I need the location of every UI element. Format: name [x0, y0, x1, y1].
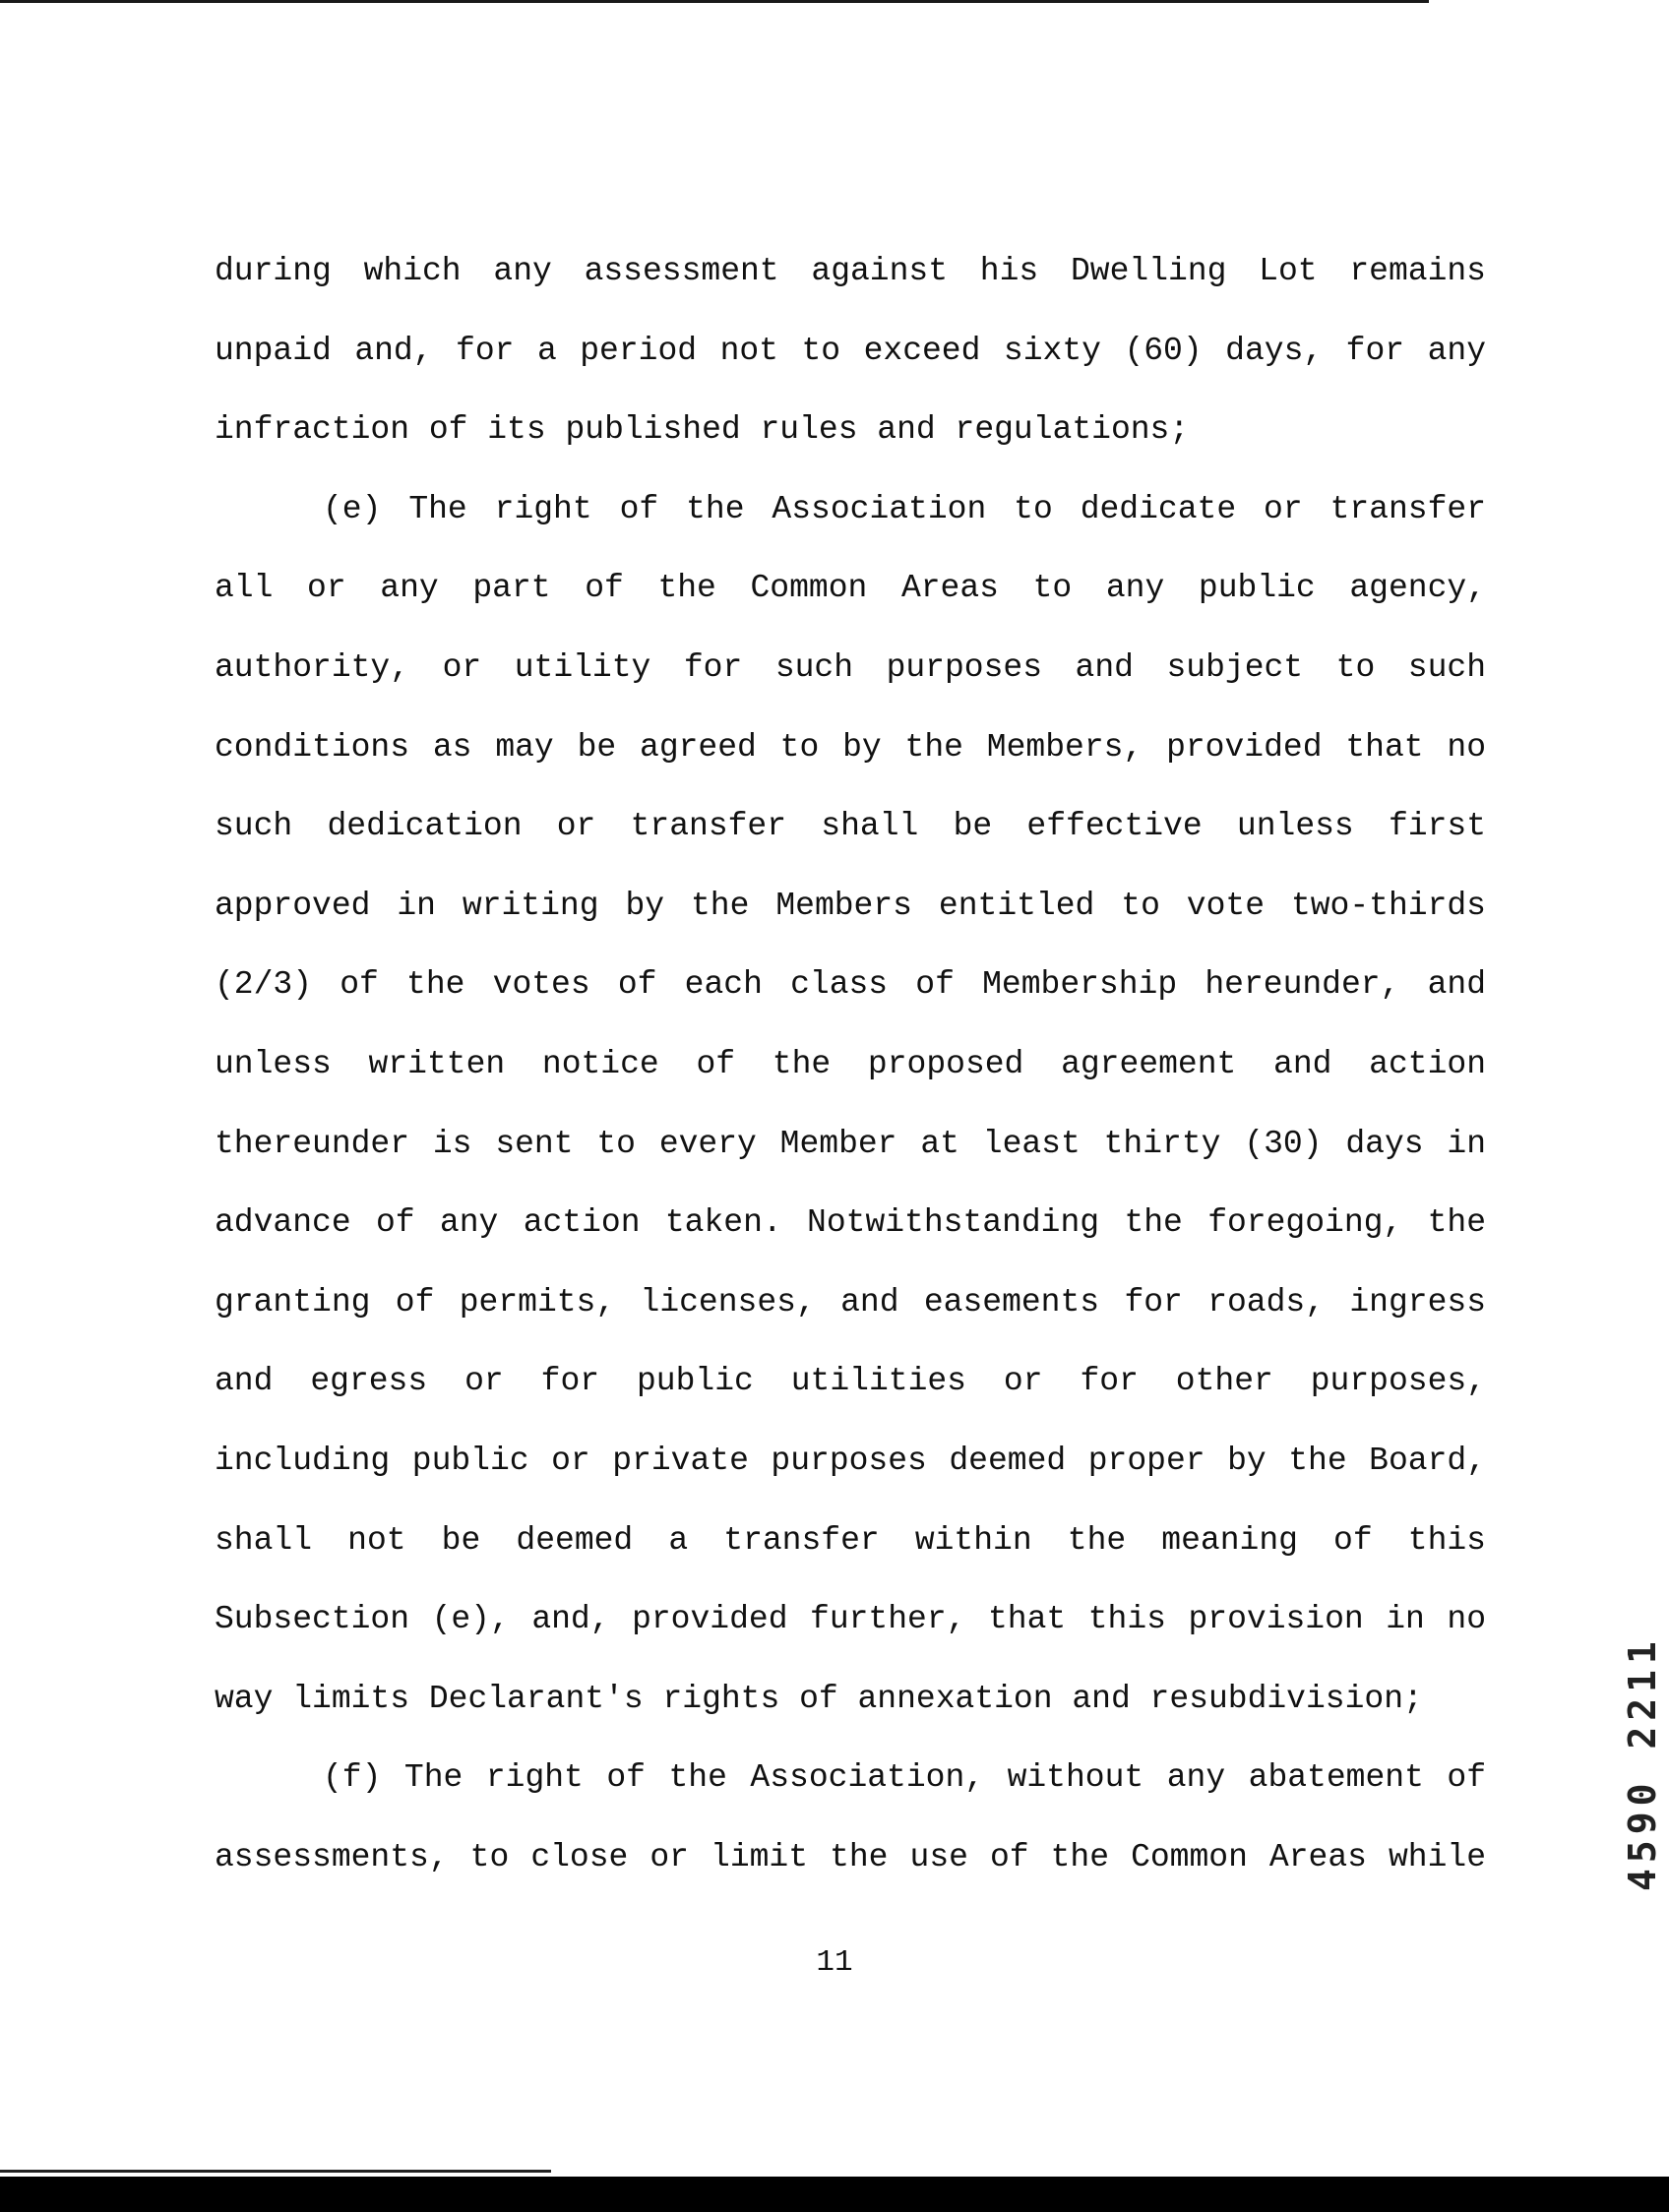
text-line: granting of permits, licenses, and easements for roads, ingress [215, 1283, 1486, 1321]
text-line: (f) The right of the Association, without any abatement of [323, 1759, 1486, 1797]
text-line: during which any assessment against his Dwelling Lot remains [215, 253, 1486, 289]
text-line: authority, or utility for such purposes and subject to such [215, 648, 1486, 686]
text-line: unpaid and, for a period not to exceed sixty (60) days, for any [215, 332, 1486, 369]
text-line: and egress or for public utilities or for other purposes, [215, 1363, 1486, 1400]
bottom-scan-rule [0, 2170, 551, 2173]
text-line: approved in writing by the Members entitled to vote two-thirds [215, 887, 1486, 924]
text-line: way limits Declarant's rights of annexation and resubdivision; [215, 1680, 1423, 1717]
text-line: thereunder is sent to every Member at least thirty (30) days in [215, 1125, 1486, 1162]
text-line: (2/3) of the votes of each class of Membership hereunder, and [215, 966, 1486, 1004]
page-number: 11 [816, 1945, 853, 1980]
text-line: conditions as may be agreed to by the Members, provided that no [215, 728, 1486, 766]
text-line: (e) The right of the Association to dedicate or transfer [323, 490, 1486, 527]
text-line: assessments, to close or limit the use of the Common Areas while [215, 1838, 1486, 1875]
text-line: Subsection (e), and, provided further, that this provision in no [215, 1601, 1486, 1638]
text-line: including public or private purposes deemed proper by the Board, [215, 1442, 1486, 1479]
text-line: shall not be deemed a transfer within the meaning of this [215, 1521, 1486, 1559]
margin-stamp: 4590 2211 [1621, 1635, 1664, 1891]
text-line: such dedication or transfer shall be effective unless first [215, 808, 1486, 845]
document-body [215, 232, 1486, 1897]
top-scan-border [0, 0, 1429, 3]
text-line: advance of any action taken. Notwithstanding the foregoing, the [215, 1204, 1486, 1242]
text-line: unless written notice of the proposed agreement and action [215, 1045, 1486, 1082]
bottom-scan-border [0, 2177, 1669, 2212]
text-line: all or any part of the Common Areas to any public agency, [215, 570, 1486, 607]
text-line: infraction of its published rules and regulations; [215, 411, 1190, 449]
